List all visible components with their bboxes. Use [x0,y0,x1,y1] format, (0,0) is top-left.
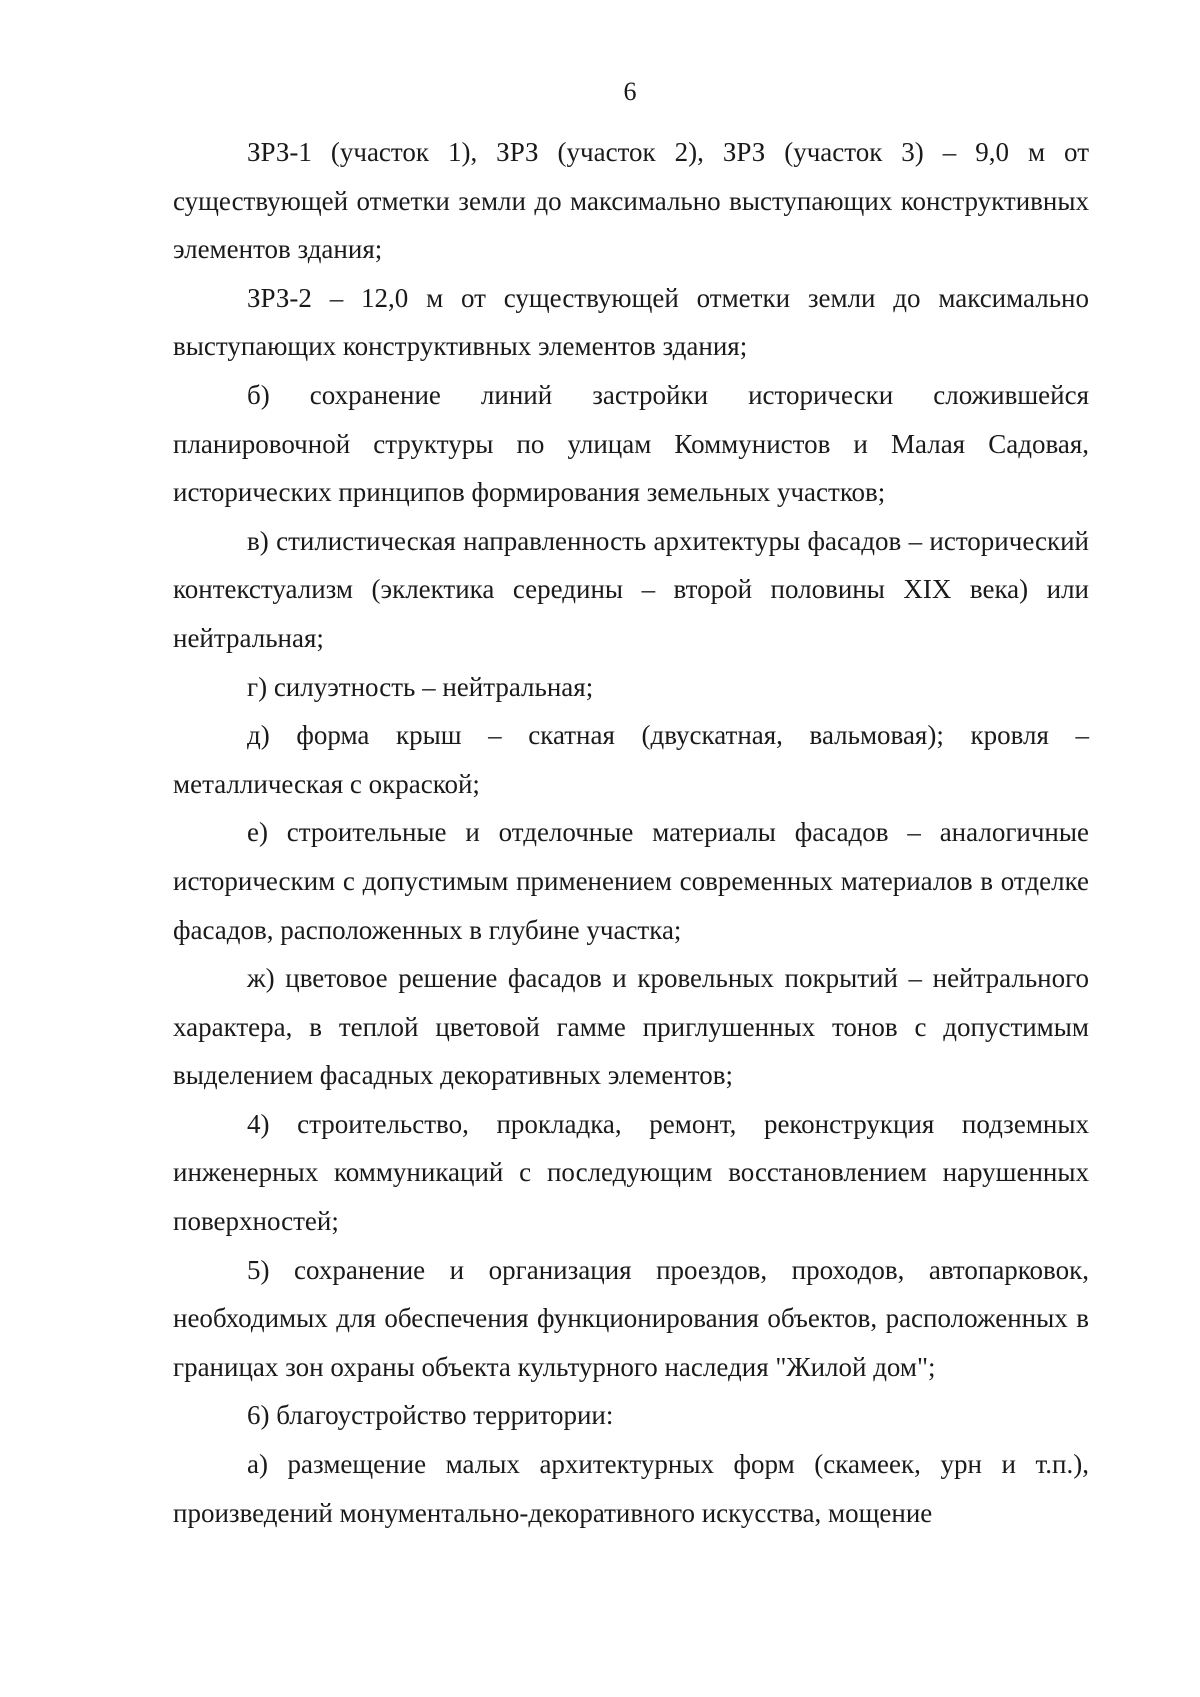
paragraph: д) форма крыш – скатная (двускатная, вальмовая); кровля – металлическая с окраской; [173,720,1089,799]
document-body [173,128,1089,1537]
paragraph: 5) сохранение и организация проездов, проходов, автопарковок, необходимых для обеспечения функционирования объектов, расположенных в границах зон охраны объекта культурного наследия "Жилой дом"; [173,1254,1089,1382]
page-number: 6 [623,77,637,106]
paragraph: ж) цветовое решение фасадов и кровельных покрытий – нейтрального характера, в теплой цветовой гамме приглушенных тонов с допустимым выделением фасадных декоративных элементов; [173,963,1089,1091]
paragraph: а) размещение малых архитектурных форм (скамеек, урн и т.п.), произведений монументально-декоративного искусства, мощение [173,1449,1089,1528]
paragraph: в) стилистическая направленность архитектуры фасадов – исторический контекстуализм (эклектика середины – второй половины XIX века) или нейтральная; [173,525,1089,653]
paragraph: 6) благоустройство территории: [247,1400,614,1431]
paragraph: б) сохранение линий застройки исторически сложившейся планировочной структуры по улицам Коммунистов и Малая Садовая, исторических принципов формирования земельных участков; [173,379,1089,508]
paragraph: е) строительные и отделочные материалы фасадов – аналогичные историческим с допустимым применением современных материалов в отделке фасадов, расположенных в глубине участка; [173,817,1089,945]
paragraph: 4) строительство, прокладка, ремонт, реконструкция подземных инженерных коммуникаций с последующим восстановлением нарушенных поверхностей; [173,1108,1089,1237]
paragraph: ЗРЗ-1 (участок 1), ЗРЗ (участок 2), ЗРЗ (участок 3) – 9,0 м от существующей отметки земли до максимально выступающих конструктивных элементов здания; [173,137,1089,265]
paragraph: г) силуэтность – нейтральная; [247,671,594,702]
paragraph: ЗРЗ-2 – 12,0 м от существующей отметки земли до максимально выступающих конструктивных элементов здания; [173,282,1089,362]
